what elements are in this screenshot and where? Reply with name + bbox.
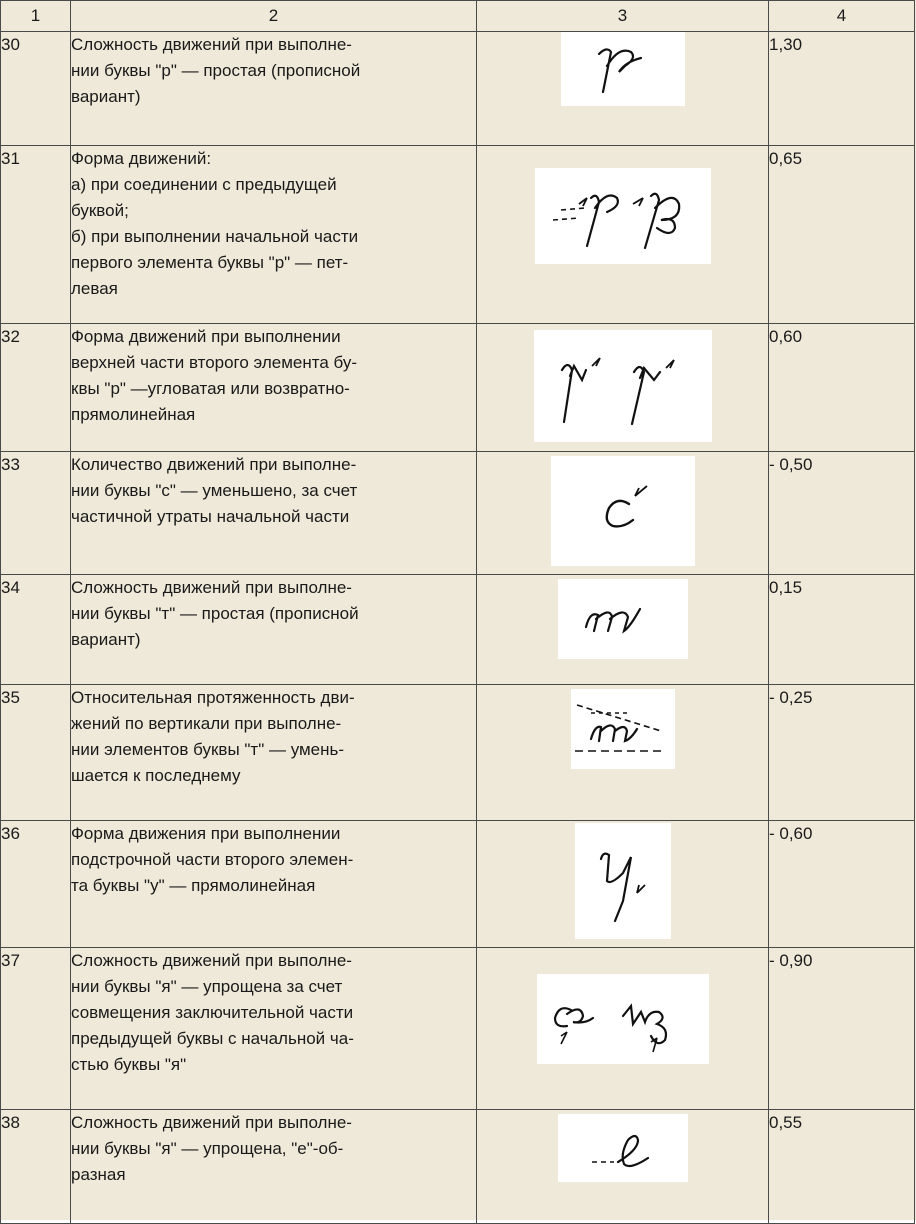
handwriting-r-loop-image <box>535 168 711 264</box>
row-value: 1,30 <box>769 32 915 146</box>
column-header: 2 <box>71 1 477 32</box>
row-number: 32 <box>1 324 71 452</box>
row-description <box>71 146 477 324</box>
description-line: верхней части второго элемента бу- <box>71 353 358 372</box>
description-line: Форма движений: <box>71 149 212 168</box>
description-line: вариант) <box>71 630 141 649</box>
handwriting-u-image <box>575 823 671 939</box>
row-description <box>71 324 477 452</box>
row-number: 34 <box>1 575 71 685</box>
description-line: первого элемента буквы "р" — пет- <box>71 253 349 272</box>
header-row <box>1 1 915 32</box>
description-line: вариант) <box>71 87 141 106</box>
row-number: 37 <box>1 948 71 1110</box>
row-value: - 0,25 <box>769 685 915 821</box>
sample-cell <box>477 575 769 685</box>
description-line: нии буквы "я" — упрощена, "е"-об- <box>71 1139 344 1158</box>
row-value: 0,55 <box>769 1110 915 1224</box>
row-description <box>71 821 477 948</box>
row-description <box>71 685 477 821</box>
row-number: 35 <box>1 685 71 821</box>
table-row <box>1 685 915 821</box>
sample-cell <box>477 821 769 948</box>
description-line: Сложность движений при выполне- <box>71 35 352 54</box>
row-description <box>71 452 477 575</box>
row-number: 31 <box>1 146 71 324</box>
column-header: 3 <box>477 1 769 32</box>
table-row <box>1 575 915 685</box>
row-number: 33 <box>1 452 71 575</box>
row-description <box>71 32 477 146</box>
description-line: левая <box>71 279 118 298</box>
handwriting-t-image <box>558 579 688 659</box>
sample-cell <box>477 32 769 146</box>
description-line: б) при выполнении начальной части <box>71 227 359 246</box>
description-line: Количество движений при выполне- <box>71 455 357 474</box>
handwriting-t-dashed-image <box>571 689 675 769</box>
sample-cell <box>477 685 769 821</box>
description-line: та буквы "у" — прямолинейная <box>71 876 316 895</box>
description-line: буквой; <box>71 201 129 220</box>
table-row <box>1 452 915 575</box>
description-line: Сложность движений при выполне- <box>71 951 352 970</box>
description-line: подстрочной части второго элемен- <box>71 850 354 869</box>
sample-cell <box>477 1110 769 1224</box>
sample-cell <box>477 452 769 575</box>
description-line: Сложность движений при выполне- <box>71 578 352 597</box>
description-line: нии буквы "я" — упрощена за счет <box>71 977 343 996</box>
handwriting-ya-combined-image <box>537 974 709 1064</box>
row-value: - 0,50 <box>769 452 915 575</box>
description-line: а) при соединении с предыдущей <box>71 175 337 194</box>
column-header: 4 <box>769 1 915 32</box>
handwriting-r-angular-image <box>534 330 712 442</box>
row-value: 0,15 <box>769 575 915 685</box>
table-row <box>1 146 915 324</box>
row-description <box>71 1110 477 1224</box>
column-header: 1 <box>1 1 71 32</box>
row-number: 36 <box>1 821 71 948</box>
table-row <box>1 948 915 1110</box>
handwriting-ya-e-image <box>558 1114 688 1182</box>
handwriting-r-image <box>561 32 685 106</box>
description-line: стью буквы "я" <box>71 1055 187 1074</box>
row-number: 30 <box>1 32 71 146</box>
table-row <box>1 1110 915 1224</box>
description-line: нии буквы "с" — уменьшено, за счет <box>71 481 358 500</box>
description-line: Относительная протяженность дви- <box>71 688 355 707</box>
table-row <box>1 821 915 948</box>
sample-cell <box>477 324 769 452</box>
row-value: 0,65 <box>769 146 915 324</box>
description-line: нии элементов буквы "т" — умень- <box>71 740 345 759</box>
description-line: нии буквы "т" — простая (прописной <box>71 604 359 623</box>
description-line: Форма движения при выполнении <box>71 824 341 843</box>
description-line: совмещения заключительной части <box>71 1003 354 1022</box>
row-description <box>71 948 477 1110</box>
row-value: - 0,90 <box>769 948 915 1110</box>
sample-cell <box>477 948 769 1110</box>
row-description <box>71 575 477 685</box>
description-line: жений по вертикали при выполне- <box>71 714 342 733</box>
description-line: шается к последнему <box>71 766 241 785</box>
description-line: Форма движений при выполнении <box>71 327 341 346</box>
description-line: квы "р" —угловатая или возвратно- <box>71 379 350 398</box>
description-line: предыдущей буквы с начальной ча- <box>71 1029 354 1048</box>
row-value: 0,60 <box>769 324 915 452</box>
description-line: нии буквы "р" — простая (прописной <box>71 61 361 80</box>
description-line: Сложность движений при выполне- <box>71 1113 352 1132</box>
row-number: 38 <box>1 1110 71 1224</box>
table-row <box>1 32 915 146</box>
row-value: - 0,60 <box>769 821 915 948</box>
handwriting-s-image <box>551 456 695 566</box>
table-row <box>1 324 915 452</box>
sample-cell <box>477 146 769 324</box>
description-line: частичной утраты начальной части <box>71 507 350 526</box>
description-line: разная <box>71 1165 126 1184</box>
description-line: прямолинейная <box>71 405 196 424</box>
